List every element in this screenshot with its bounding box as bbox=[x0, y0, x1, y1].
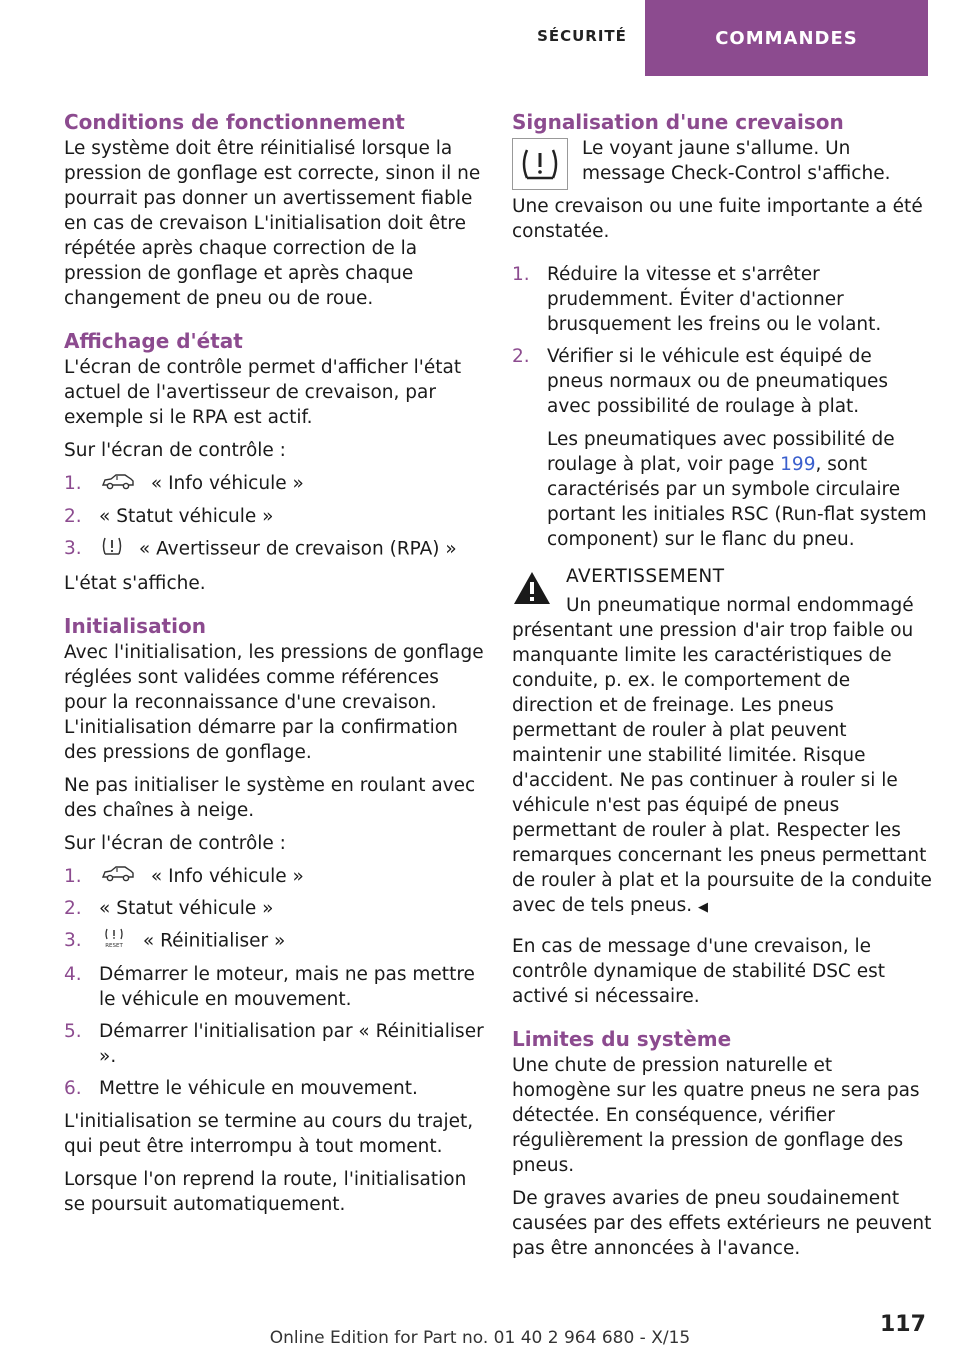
car-icon bbox=[101, 864, 135, 889]
section-conditions bbox=[64, 108, 484, 311]
list-item: 2. « Statut véhicule » bbox=[64, 898, 274, 919]
list-item: 3. « Avertisseur de crevaison (RPA) » bbox=[64, 536, 484, 563]
conditions-text: Le système doit être réinitialisé lorsque la pression de gonflage est correcte, sinon il ne pourrait pas donner un avertissement fiable en cas de crevaison L'initialisation doit être répétée après chaque correction de la pression de gonflage et après chaque changement de pneu ou de roue. bbox=[64, 138, 481, 309]
runflat-note: Les pneumatiques avec possibilité de roulage à plat, voir page 199, sont caractérisés par un symbole circulaire portant les initiales RSC (Run-flat system component) sur le flanc du pneu. bbox=[547, 429, 927, 550]
initialisation-text2: Ne pas initialiser le système en roulant avec des chaînes à neige. bbox=[64, 774, 476, 821]
section-initialisation bbox=[64, 612, 484, 1218]
section-limites bbox=[512, 1025, 932, 1261]
footer-edition: Online Edition for Part no. 01 40 2 964 680 - X/15 bbox=[269, 1328, 691, 1348]
signalisation-text3: En cas de message d'une crevaison, le contrôle dynamique de stabilité DSC est activé si nécessaire. bbox=[512, 936, 886, 1007]
warning-block bbox=[512, 564, 932, 920]
heading-signalisation: Signalisation d'une crevaison bbox=[512, 110, 844, 134]
heading-initialisation: Initialisation bbox=[64, 613, 206, 638]
tab-securite-label: SÉCURITÉ bbox=[537, 27, 627, 45]
warning-triangle-icon bbox=[512, 570, 552, 613]
svg-text:RESET: RESET bbox=[105, 943, 123, 948]
tire-pressure-warning-icon bbox=[101, 536, 123, 563]
list-item: 1. Réduire la vitesse et s'arrêter prudemment. Éviter d'actionner brusquement les freins ou le volant. bbox=[512, 264, 882, 335]
initialisation-text1: Avec l'initialisation, les pressions de gonflage réglées sont validées comme références pour la reconnaissance d'une crevaison. L'initialisation démarre par la confirmation des pressions de gonflage. bbox=[64, 641, 484, 763]
section-signalisation bbox=[512, 108, 932, 1009]
tire-pressure-warning-icon bbox=[512, 138, 568, 190]
section-affichage bbox=[64, 327, 484, 596]
list-item: 2. « Statut véhicule » bbox=[64, 505, 274, 527]
initialisation-steps bbox=[64, 864, 484, 1102]
signalisation-steps bbox=[512, 262, 932, 552]
tire-reset-icon bbox=[101, 928, 127, 955]
list-item: 6. Mettre le véhicule en mouvement. bbox=[64, 1078, 418, 1099]
list-item: 3. RESET « Réinitialiser » bbox=[64, 928, 484, 955]
tab-commandes[interactable] bbox=[645, 0, 928, 76]
page-link[interactable]: 199 bbox=[780, 454, 816, 475]
list-item: 5. Démarrer l'initialisation par « Réinitialiser ». bbox=[64, 1021, 484, 1067]
signalisation-text1: Le voyant jaune s'allume. Un message Check-Control s'affiche. bbox=[582, 138, 891, 184]
affichage-steps bbox=[64, 471, 484, 563]
tab-commandes-label: COMMANDES bbox=[715, 27, 858, 49]
end-marker-icon: ◀ bbox=[698, 900, 709, 915]
initialisation-intro: Sur l'écran de contrôle : bbox=[64, 832, 286, 854]
list-item: 1. « Info véhicule » bbox=[64, 471, 484, 497]
list-item: 1. « Info véhicule » bbox=[64, 864, 484, 890]
warning-title: AVERTISSEMENT bbox=[566, 566, 725, 587]
page-number: 117 bbox=[880, 1312, 926, 1337]
left-column bbox=[64, 108, 484, 1233]
affichage-after: L'état s'affiche. bbox=[64, 572, 206, 594]
warning-text: Un pneumatique normal endommagé présentant une pression d'air trop faible ou manquante limite les caractéristiques de conduite, p. ex. le comportement de direction et de freinage. Les pneus permettant de rouler à plat peuvent maintenir une stabilité limitée. Risque d'accident. Ne pas continuer à rouler si le véhicule n'est pas équipé de pneus permettant de rouler à plat. Respecter les remarques concernant les pneus permettant de rouler à plat et la poursuite de la conduite avec de tels pneus. ◀ bbox=[512, 595, 932, 916]
heading-affichage: Affichage d'état bbox=[64, 329, 243, 353]
right-column bbox=[512, 108, 932, 1277]
heading-limites: Limites du système bbox=[512, 1027, 732, 1051]
limites-text1: Une chute de pression naturelle et homogène sur les quatre pneus ne sera pas détectée. En conséquence, vérifier régulièrement la pression de gonflage des pneus. bbox=[512, 1055, 920, 1176]
initialisation-after1: L'initialisation se termine au cours du trajet, qui peut être interrompu à tout moment. bbox=[64, 1111, 474, 1157]
signalisation-text2: Une crevaison ou une fuite importante a été constatée. bbox=[512, 196, 923, 242]
limites-text2: De graves avaries de pneu soudainement causées par des effets extérieurs ne peuvent pas être annoncées à l'avance. bbox=[512, 1188, 932, 1259]
list-item: 2. Vérifier si le véhicule est équipé de pneus normaux ou de pneumatiques avec possibilité de roulage à plat. Les pneumatiques avec possibilité de roulage à plat, voir page 199, sont caractérisés par un symbole circulaire portant les initiales RSC (Run-flat system component) sur le flanc du pneu. bbox=[512, 344, 932, 552]
heading-conditions: Conditions de fonctionnement bbox=[64, 110, 405, 134]
affichage-intro: Sur l'écran de contrôle : bbox=[64, 440, 286, 461]
car-icon bbox=[101, 472, 135, 497]
tab-securite[interactable] bbox=[520, 0, 644, 72]
initialisation-after2: Lorsque l'on reprend la route, l'initialisation se poursuit automatiquement. bbox=[64, 1169, 467, 1215]
affichage-text: L'écran de contrôle permet d'afficher l'état actuel de l'avertisseur de crevaison, par exemple si le RPA est actif. bbox=[64, 357, 462, 428]
list-item: 4. Démarrer le moteur, mais ne pas mettre le véhicule en mouvement. bbox=[64, 964, 475, 1010]
